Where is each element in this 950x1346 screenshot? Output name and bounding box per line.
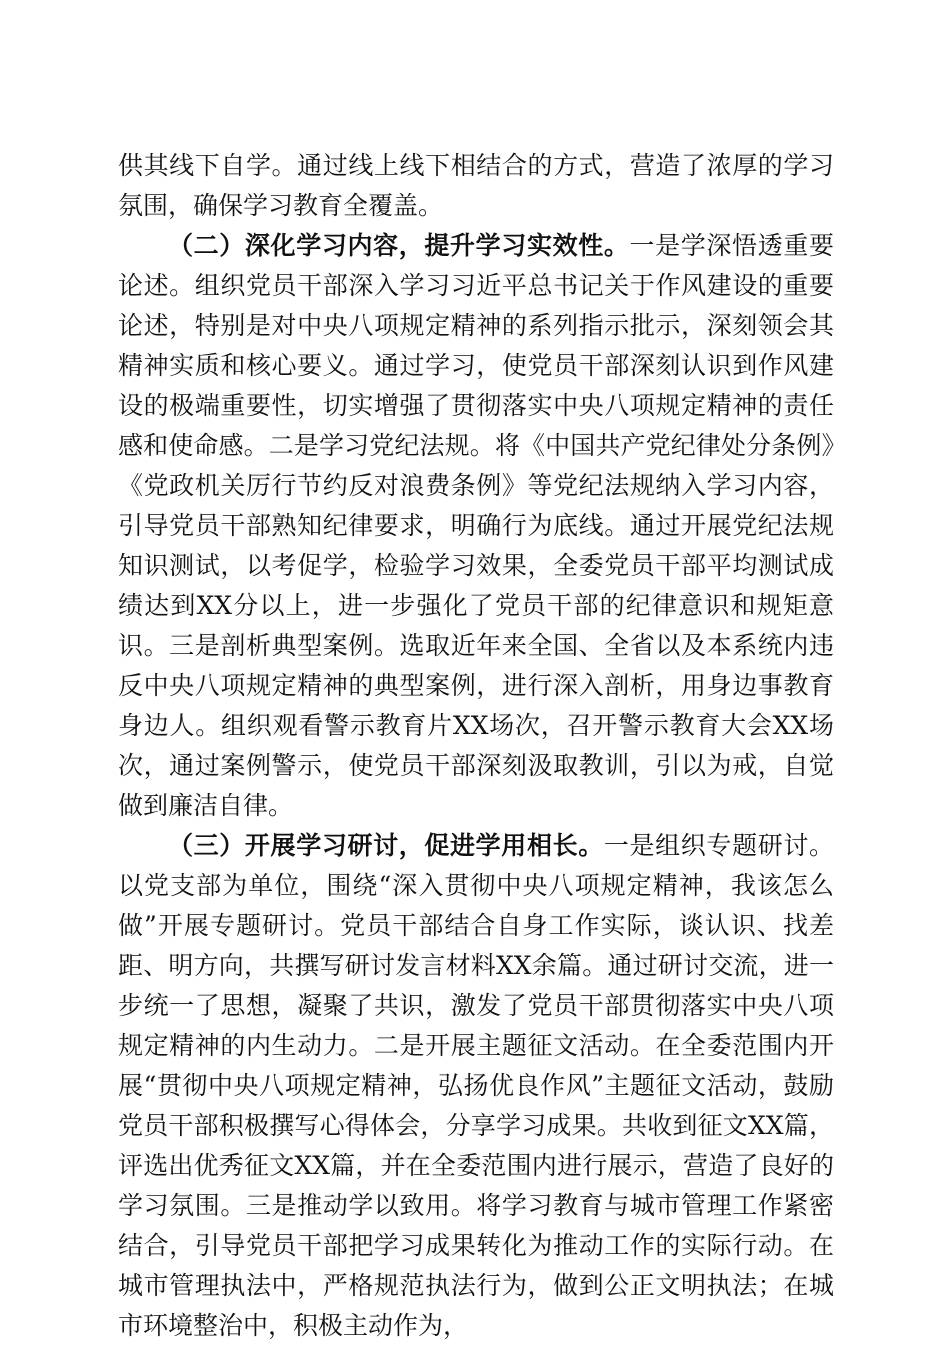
- paragraph-text: 一是学深悟透重要论述。组织党员干部深入学习习近平总书记关于作风建设的重要论述，特别是对中央八项规定精神的系列指示批示，深刻领会其精神实质和核心要义。通过学习，使党员干部深刻认识到作风建设的极端重要性，切实增强了贯彻落实中央八项规定精神的责任感和使命感。二是学习党纪法规。将《中国共产党纪律处分条例》《党政机关厉行节约反对浪费条例》等党纪法规纳入学习内容，引导党员干部熟知纪律要求，明确行为底线。通过开展党纪法规知识测试，以考促学，检验学习效果，全委党员干部平均测试成绩达到XX分以上，进一步强化了党员干部的纪律意识和规矩意识。三是剖析典型案例。选取近年来全国、全省以及本系统内违反中央八项规定精神的典型案例，进行深入剖析，用身边事教育身边人。组织观看警示教育片XX场次，召开警示教育大会XX场次，通过案例警示，使党员干部深刻汲取教训，引以为戒，自觉做到廉洁自律。: [118, 231, 834, 820]
- paragraph-continuation: [118, 146, 834, 226]
- section-heading: （三）开展学习研讨，促进学用相长。: [168, 831, 604, 860]
- paragraph-text: 供其线下自学。通过线上线下相结合的方式，营造了浓厚的学习氛围，确保学习教育全覆盖。: [118, 151, 834, 220]
- section-heading: （二）深化学习内容，提升学习实效性。: [168, 231, 630, 260]
- document-body: [118, 146, 834, 1346]
- paragraph-text: 一是组织专题研讨。以党支部为单位，围绕“深入贯彻中央八项规定精神，我该怎么做”开展专题研讨。党员干部结合自身工作实际，谈认识、找差距、明方向，共撰写研讨发言材料XX余篇。通过研讨交流，进一步统一了思想，凝聚了共识，激发了党员干部贯彻落实中央八项规定精神的内生动力。二是开展主题征文活动。在全委范围内开展“贯彻中央八项规定精神，弘扬优良作风”主题征文活动，鼓励党员干部积极撰写心得体会，分享学习成果。共收到征文XX篇，评选出优秀征文XX篇，并在全委范围内进行展示，营造了良好的学习氛围。三是推动学以致用。将学习教育与城市管理工作紧密结合，引导党员干部把学习成果转化为推动工作的实际行动。在城市管理执法中，严格规范执法行为，做到公正文明执法；在城市环境整治中，积极主动作为，: [118, 831, 834, 1340]
- paragraph-section-two: [118, 226, 834, 826]
- paragraph-section-three: [118, 826, 834, 1346]
